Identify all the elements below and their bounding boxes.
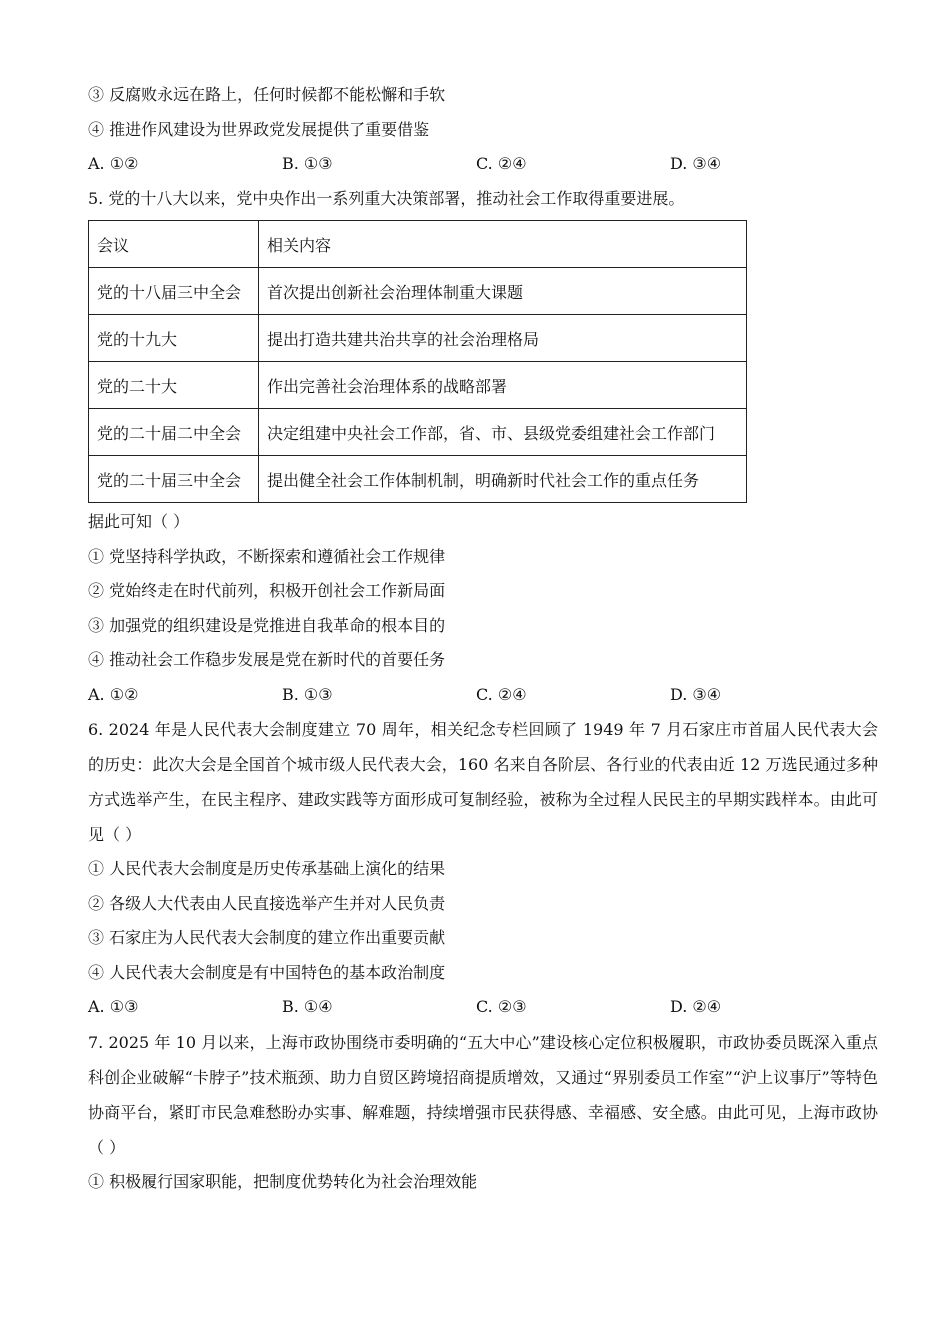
q6-option-3: ③ 石家庄为人民代表大会制度的建立作出重要贡献 — [88, 928, 446, 947]
table-row — [89, 268, 747, 315]
table-cell-meeting: 党的十八届三中全会 — [89, 268, 259, 315]
q4-option-3: ③ 反腐败永远在路上，任何时候都不能松懈和手软 — [88, 85, 446, 104]
q7-option-1: ① 积极履行国家职能，把制度优势转化为社会治理效能 — [88, 1171, 478, 1191]
q5-choices — [88, 678, 878, 713]
table-cell-meeting: 党的十九大 — [89, 315, 259, 362]
q5-stem: 5. 党的十八大以来，党中央作出一系列重大决策部署，推动社会工作取得重要进展。 — [88, 188, 685, 208]
table-cell-content: 作出完善社会治理体系的战略部署 — [259, 362, 747, 409]
q4-choice-c[interactable]: C. ②④ — [476, 154, 527, 173]
q7-stem: 7. 2025 年 10 月以来，上海市政协围绕市委明确的“五大中心”建设核心定位积极履职，市政协委员既深入重点科创企业破解“卡脖子”技术瓶颈、助力自贸区跨境招商提质增效，又通过“界别委员工作室”“沪上议事厅”等特色协商平台，紧盯市民急难愁盼办实事、解难题，持续增强市民获得感、幸福感、安全感。由此可见，上海市政协（ ） — [88, 1032, 878, 1157]
table-cell-content: 提出打造共建共治共享的社会治理格局 — [259, 315, 747, 362]
q6-choice-c[interactable]: C. ②③ — [476, 997, 527, 1016]
q5-choice-b[interactable]: B. ①③ — [282, 684, 333, 704]
q6-choice-a[interactable]: A. ①③ — [88, 997, 139, 1016]
table-row — [89, 409, 747, 456]
q6-choice-d[interactable]: D. ②④ — [670, 997, 722, 1016]
q5-option-2: ② 党始终走在时代前列，积极开创社会工作新局面 — [88, 581, 446, 600]
q4-choice-b[interactable]: B. ①③ — [282, 154, 333, 173]
q5-table-header-meeting: 会议 — [89, 221, 259, 268]
q5-option-4: ④ 推动社会工作稳步发展是党在新时代的首要任务 — [88, 650, 446, 669]
table-row — [89, 362, 747, 409]
table-cell-content: 首次提出创新社会治理体制重大课题 — [259, 268, 747, 315]
table-cell-meeting: 党的二十届三中全会 — [89, 456, 259, 503]
table-cell-content: 决定组建中央社会工作部，省、市、县级党委组建社会工作部门 — [259, 409, 747, 456]
q4-choice-a[interactable]: A. ①② — [88, 154, 139, 173]
q6-stem: 6. 2024 年是人民代表大会制度建立 70 周年，相关纪念专栏回顾了 1949 年 7 月石家庄市首届人民代表大会的历史：此次大会是全国首个城市级人民代表大会，160 名来自各阶层、各行业的代表由近 12 万选民通过多种方式选举产生，在民主程序、建政实践等方面形成可复制经验，被称为全过程人民民主的早期实践样本。由此可见（ ） — [88, 720, 878, 844]
q6-option-2: ② 各级人大代表由人民直接选举产生并对人民负责 — [88, 893, 446, 913]
table-cell-meeting: 党的二十大 — [89, 362, 259, 409]
q5-choice-c[interactable]: C. ②④ — [476, 684, 527, 704]
q6-choice-b[interactable]: B. ①④ — [282, 997, 333, 1016]
q4-option-4: ④ 推进作风建设为世界政党发展提供了重要借鉴 — [88, 119, 430, 139]
q5-table-header-row — [89, 221, 747, 268]
q5-table-header-content: 相关内容 — [259, 221, 747, 268]
q5-prompt: 据此可知（ ） — [88, 512, 190, 531]
q4-choice-d[interactable]: D. ③④ — [670, 154, 722, 173]
table-row — [89, 456, 747, 503]
exam-page — [88, 78, 878, 1199]
q5-option-3: ③ 加强党的组织建设是党推进自我革命的根本目的 — [88, 615, 446, 635]
q5-table — [88, 220, 747, 503]
q5-option-1: ① 党坚持科学执政，不断探索和遵循社会工作规律 — [88, 546, 446, 566]
q5-choice-a[interactable]: A. ①② — [88, 684, 139, 704]
q5-choice-d[interactable]: D. ③④ — [670, 684, 722, 704]
q6-choices — [88, 990, 878, 1025]
q6-option-1: ① 人民代表大会制度是历史传承基础上演化的结果 — [88, 859, 446, 878]
table-row — [89, 315, 747, 362]
table-cell-content: 提出健全社会工作体制机制，明确新时代社会工作的重点任务 — [259, 456, 747, 503]
table-cell-meeting: 党的二十届二中全会 — [89, 409, 259, 456]
q6-option-4: ④ 人民代表大会制度是有中国特色的基本政治制度 — [88, 962, 446, 982]
q4-choices — [88, 147, 878, 182]
